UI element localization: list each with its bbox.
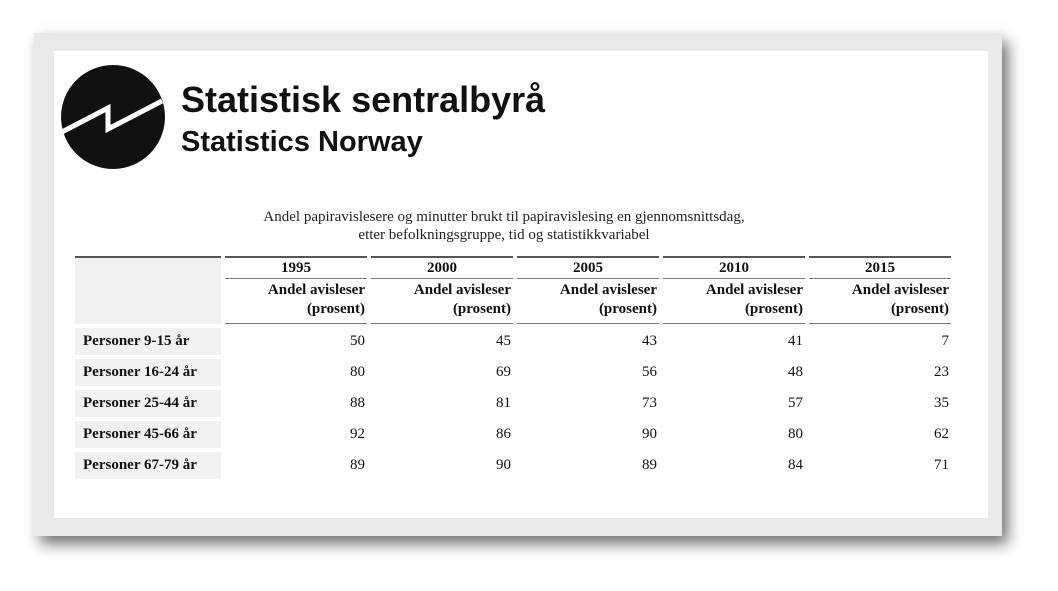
- unit-header: [517, 279, 659, 324]
- unit-suffix: (prosent): [452, 301, 511, 317]
- table-cell: 92: [350, 426, 365, 442]
- year-header: 2000: [371, 256, 513, 279]
- table-cell: 35: [934, 395, 949, 411]
- row-label: Personer 16-24 år: [75, 359, 221, 386]
- table-title-line-2: etter befolkningsgruppe, tid og statistikkvariabel: [358, 227, 650, 243]
- table-cell: 69: [496, 364, 511, 380]
- unit-label: Andel avisleser: [413, 282, 511, 298]
- table-cell: 90: [642, 426, 657, 442]
- table-cell: 50: [350, 333, 365, 349]
- ssb-logo: [58, 61, 178, 181]
- table-cell: 80: [350, 364, 365, 380]
- corner-cell: [75, 256, 221, 324]
- table-cell: 73: [642, 395, 657, 411]
- table-cell: 7: [941, 333, 949, 349]
- unit-header: [225, 279, 367, 324]
- unit-suffix: (prosent): [306, 301, 365, 317]
- row-label: Personer 67-79 år: [75, 452, 221, 479]
- row-label: Personer 9-15 år: [75, 328, 221, 355]
- table-cell: 90: [496, 457, 511, 473]
- table-cell: 80: [788, 426, 803, 442]
- table-cell: 57: [788, 395, 803, 411]
- year-header: 2010: [663, 256, 805, 279]
- unit-header: [663, 279, 805, 324]
- table-cell: 41: [788, 333, 803, 349]
- unit-label: Andel avisleser: [851, 282, 949, 298]
- table-cell: 56: [642, 364, 657, 380]
- page-card: [54, 51, 988, 518]
- unit-label: Andel avisleser: [559, 282, 657, 298]
- row-label: Personer 25-44 år: [75, 390, 221, 417]
- unit-suffix: (prosent): [598, 301, 657, 317]
- unit-header: [809, 279, 951, 324]
- table-cell: 89: [350, 457, 365, 473]
- row-label: Personer 45-66 år: [75, 421, 221, 448]
- unit-suffix: (prosent): [890, 301, 949, 317]
- unit-suffix: (prosent): [744, 301, 803, 317]
- org-name-english: Statistics Norway: [181, 126, 423, 158]
- table-cell: 88: [350, 395, 365, 411]
- unit-label: Andel avisleser: [267, 282, 365, 298]
- table-cell: 81: [496, 395, 511, 411]
- year-header: 2015: [809, 256, 951, 279]
- table-row: [75, 421, 951, 448]
- table-cell: 71: [934, 457, 949, 473]
- table-cell: 62: [934, 426, 949, 442]
- table-row: [75, 359, 951, 386]
- table-cell: 23: [934, 364, 949, 380]
- unit-header: [371, 279, 513, 324]
- table-cell: 43: [642, 333, 657, 349]
- ssb-logo-icon: [58, 61, 178, 181]
- table-row: [75, 328, 951, 355]
- year-header-row: [75, 256, 951, 279]
- table-cell: 48: [788, 364, 803, 380]
- table-row: [75, 390, 951, 417]
- year-header: 1995: [225, 256, 367, 279]
- table-cell: 86: [496, 426, 511, 442]
- table-cell: 89: [642, 457, 657, 473]
- table-row: [75, 452, 951, 479]
- table-cell: 84: [788, 457, 803, 473]
- unit-label: Andel avisleser: [705, 282, 803, 298]
- statistics-table: [75, 256, 951, 479]
- year-header: 2005: [517, 256, 659, 279]
- table-title-line-1: Andel papiravislesere og minutter brukt til papiravislesing en gjennomsnittsdag,: [263, 209, 745, 225]
- org-name: Statistisk sentralbyrå: [181, 79, 546, 120]
- screenshot-frame: [34, 33, 1002, 536]
- table-cell: 45: [496, 333, 511, 349]
- table-title: [214, 208, 794, 244]
